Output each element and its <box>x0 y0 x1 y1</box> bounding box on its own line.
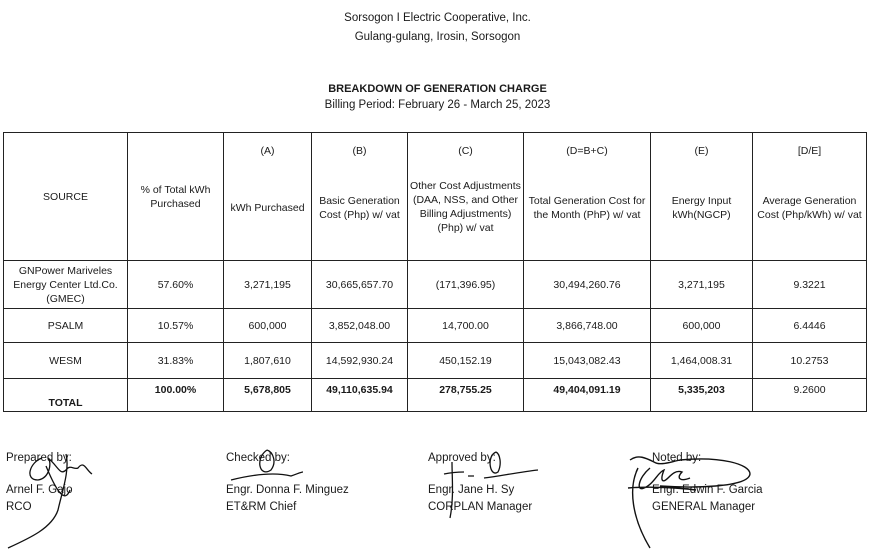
cell-other-adjustments: 450,152.19 <box>408 343 524 379</box>
cell-other-adjustments: 14,700.00 <box>408 309 524 343</box>
signatory-noted-by <box>652 450 763 516</box>
col-header-energy-input <box>651 133 753 261</box>
cell-source: PSALM <box>4 309 128 343</box>
signatory-name: Engr. Edwin F. Garcia <box>652 484 763 496</box>
col-label: SOURCE <box>43 190 88 203</box>
table-row <box>4 343 867 379</box>
col-code: (C) <box>458 145 473 157</box>
col-header-kwh <box>224 133 312 261</box>
col-header-other-adjustments <box>408 133 524 261</box>
cell-energy-input: 1,464,008.31 <box>651 343 753 379</box>
col-header-basic-cost <box>312 133 408 261</box>
table-row <box>4 261 867 309</box>
cell-total-other-adjustments: 278,755.25 <box>408 379 524 412</box>
cell-kwh: 3,271,195 <box>224 261 312 309</box>
signatory-name: Engr. Donna F. Minguez <box>226 484 349 496</box>
cell-other-adjustments: (171,396.95) <box>408 261 524 309</box>
col-header-percent <box>128 133 224 261</box>
cell-percent: 57.60% <box>128 261 224 309</box>
signatory-position: GENERAL Manager <box>652 501 756 513</box>
cell-kwh: 1,807,610 <box>224 343 312 379</box>
cell-basic-cost: 14,592,930.24 <box>312 343 408 379</box>
col-code: [D/E] <box>797 145 822 157</box>
cell-average-cost: 9.3221 <box>753 261 867 309</box>
col-header-average-cost <box>753 133 867 261</box>
signatory-name: Engr. Jane H. Sy <box>428 484 515 496</box>
col-code: (D=B+C) <box>566 145 608 157</box>
cell-basic-cost: 30,665,657.70 <box>312 261 408 309</box>
cell-total-total-cost: 49,404,091.19 <box>524 379 651 412</box>
signatory-prepared-by <box>6 450 72 516</box>
cell-percent: 10.57% <box>128 309 224 343</box>
cell-energy-input: 600,000 <box>651 309 753 343</box>
cell-basic-cost: 3,852,048.00 <box>312 309 408 343</box>
signatory-position: RCO <box>6 501 32 513</box>
cell-total-cost: 30,494,260.76 <box>524 261 651 309</box>
table-row <box>4 309 867 343</box>
signatory-label: Checked by: <box>226 452 290 464</box>
col-header-source <box>4 133 128 261</box>
signatory-position: ET&RM Chief <box>226 501 297 513</box>
cell-percent: 31.83% <box>128 343 224 379</box>
cell-source: GNPower Mariveles Energy Center Ltd.Co. (GMEC) <box>4 261 128 309</box>
col-label: % of Total kWh Purchased <box>140 183 211 210</box>
col-code: (E) <box>694 145 709 157</box>
cell-total-cost: 3,866,748.00 <box>524 309 651 343</box>
cell-total-basic-cost: 49,110,635.94 <box>312 379 408 412</box>
generation-charge-table <box>3 132 867 412</box>
cell-average-cost: 10.2753 <box>753 343 867 379</box>
signatory-label: Noted by: <box>652 452 702 464</box>
col-label: Other Cost Adjustments (DAA, NSS, and Other Billing Adjustments) (Php) w/ vat <box>410 179 521 234</box>
col-label: kWh Purchased <box>230 201 305 214</box>
col-label: Basic Generation Cost (Php) w/ vat <box>319 194 400 221</box>
billing-period: Billing Period: February 26 - March 25, 2023 <box>324 99 551 111</box>
organization-address: Gulang-gulang, Irosin, Sorsogon <box>354 31 521 43</box>
cell-total-cost: 15,043,082.43 <box>524 343 651 379</box>
cell-total-kwh: 5,678,805 <box>224 379 312 412</box>
signatory-approved-by <box>428 450 532 516</box>
header-row <box>4 133 867 261</box>
col-label: Total Generation Cost for the Month (PhP) w/ vat <box>528 194 646 221</box>
cell-total-label: TOTAL <box>4 379 128 412</box>
col-label: Average Generation Cost (Php/kWh) w/ vat <box>757 194 862 221</box>
total-row <box>4 379 867 412</box>
signatory-position: CORPLAN Manager <box>428 501 533 513</box>
col-code: (A) <box>260 145 275 157</box>
signatory-name: Arnel F. Gajo <box>6 484 73 496</box>
col-label: Energy Input kWh(NGCP) <box>671 194 732 221</box>
signatory-checked-by <box>226 450 349 516</box>
signatory-label: Approved by: <box>428 452 496 464</box>
document-title: BREAKDOWN OF GENERATION CHARGE <box>328 83 547 95</box>
cell-total-percent: 100.00% <box>128 379 224 412</box>
col-header-total-cost <box>524 133 651 261</box>
cell-kwh: 600,000 <box>224 309 312 343</box>
cell-total-average-cost: 9.2600 <box>753 379 867 412</box>
cell-energy-input: 3,271,195 <box>651 261 753 309</box>
cell-source: WESM <box>4 343 128 379</box>
signatory-label: Prepared by: <box>6 452 72 464</box>
organization-name: Sorsogon I Electric Cooperative, Inc. <box>344 12 531 24</box>
cell-average-cost: 6.4446 <box>753 309 867 343</box>
cell-total-energy-input: 5,335,203 <box>651 379 753 412</box>
col-code: (B) <box>352 145 367 157</box>
